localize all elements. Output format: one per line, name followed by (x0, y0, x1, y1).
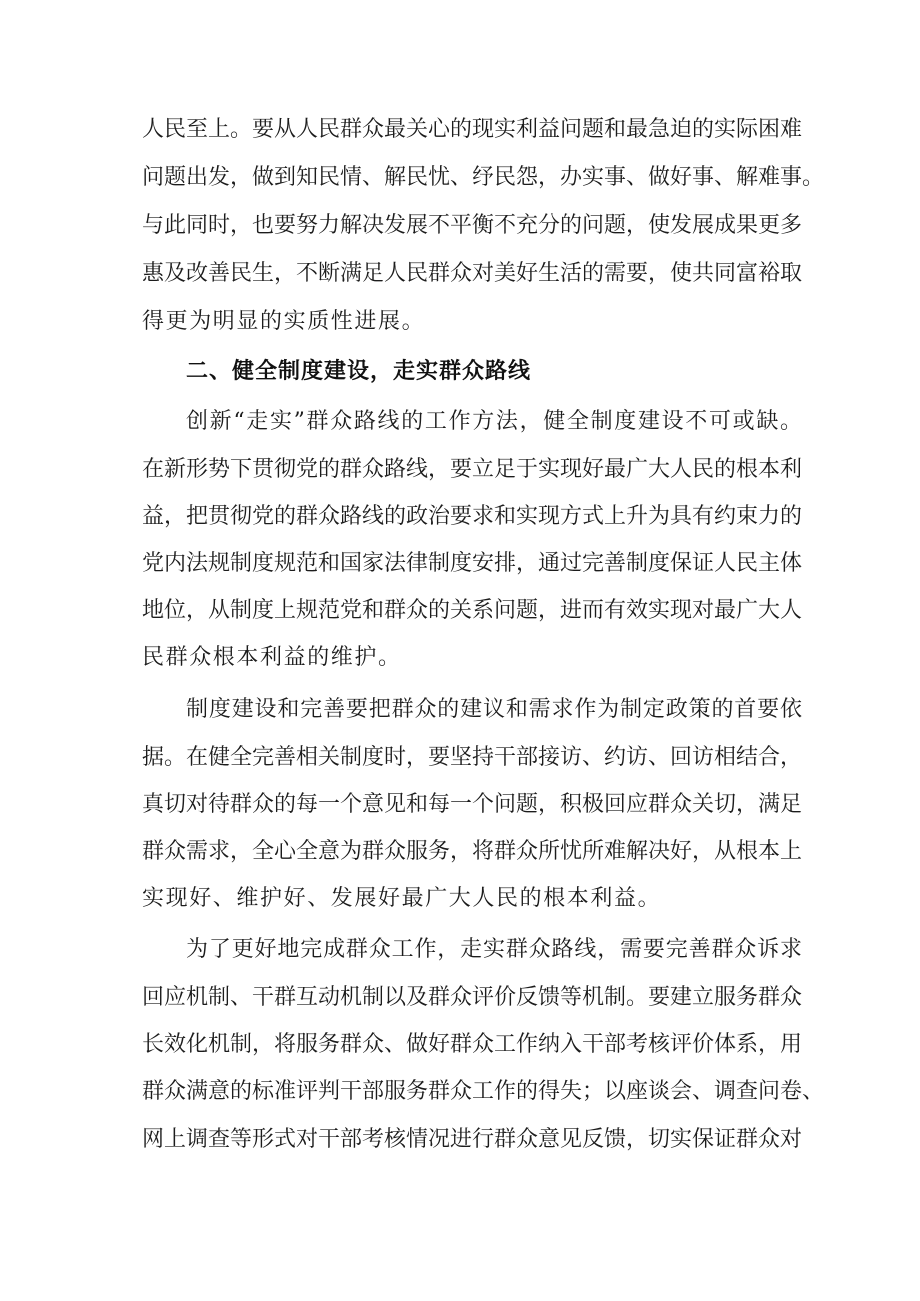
paragraph-1-line-5: 得更为明显的实质性进展。 (142, 309, 426, 334)
paragraph-4-line-5: 网上调查等形式对干部考核情况进行群众意见反馈，切实保证群众对 (142, 1127, 803, 1152)
paragraph-2-line-5: 地位，从制度上规范党和群众的关系问题，进而有效实现对最广大人 (142, 598, 803, 623)
paragraph-3-line-3: 真切对待群众的每一个意见和每一个问题，积极回应群众关切，满足 (142, 792, 803, 817)
section-heading-2: 二、健全制度建设，走实群众路线 (186, 359, 532, 384)
paragraph-4-line-3: 长效化机制，将服务群众、做好群众工作纳入干部考核评价体系，用 (142, 1032, 803, 1057)
paragraph-2-line-4: 党内法规制度规范和国家法律制度安排，通过完善制度保证人民主体 (142, 551, 803, 576)
paragraph-4-line-4: 群众满意的标准评判干部服务群众工作的得失；以座谈会、调查问卷、 (142, 1079, 825, 1104)
paragraph-2-line-2: 在新形势下贯彻党的群众路线，要立足于实现好最广大人民的根本利 (142, 457, 803, 482)
paragraph-1-line-1: 人民至上。要从人民群众最关心的现实利益问题和最急迫的实际困难 (142, 117, 803, 142)
paragraph-3-line-4: 群众需求，全心全意为群众服务，将群众所忧所难解决好，从根本上 (142, 839, 803, 864)
paragraph-1-line-2: 问题出发，做到知民情、解民忧、纾民怨，办实事、做好事、解难事。 (142, 165, 825, 190)
paragraph-3-line-2: 据。在健全完善相关制度时，要坚持干部接访、约访、回访相结合， (142, 745, 803, 770)
paragraph-2-line-3: 益，把贯彻党的群众路线的政治要求和实现方式上升为具有约束力的 (142, 504, 803, 529)
paragraph-2-line-1: 创新“走实”群众路线的工作方法，健全制度建设不可或缺。 (186, 409, 802, 434)
paragraph-4-line-2: 回应机制、干群互动机制以及群众评价反馈等机制。要建立服务群众 (142, 985, 803, 1010)
paragraph-3-line-1: 制度建设和完善要把群众的建议和需求作为制定政策的首要依 (186, 697, 802, 722)
paragraph-1-line-3: 与此同时，也要努力解决发展不平衡不充分的问题，使发展成果更多 (142, 213, 803, 238)
paragraph-2-line-6: 民群众根本利益的维护。 (142, 645, 402, 670)
paragraph-4-line-1: 为了更好地完成群众工作，走实群众路线，需要完善群众诉求 (186, 937, 802, 962)
paragraph-1-line-4: 惠及改善民生，不断满足人民群众对美好生活的需要，使共同富裕取 (142, 261, 803, 286)
paragraph-3-line-5: 实现好、维护好、发展好最广大人民的根本利益。 (142, 886, 662, 911)
